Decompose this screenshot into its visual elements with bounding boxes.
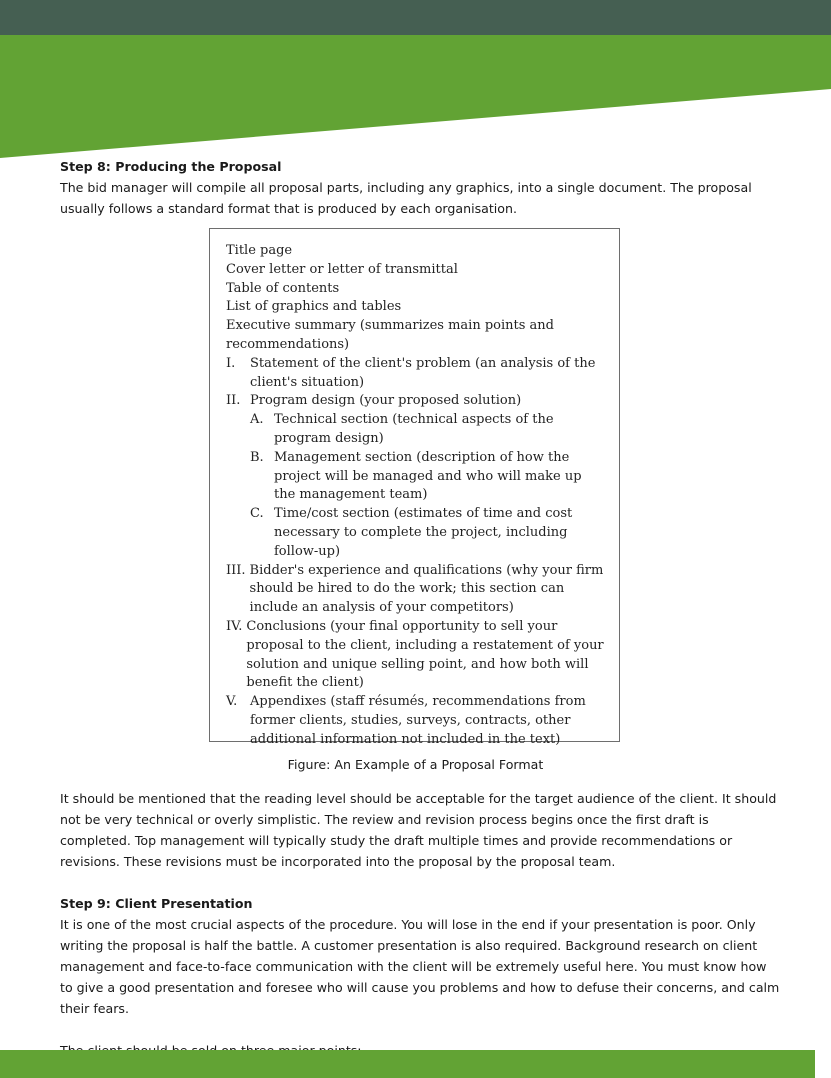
figure-section-4 (226, 618, 605, 693)
section-number: I. (226, 355, 236, 371)
figure-item-title-page: Title page (226, 243, 293, 258)
subsection-letter: C. (250, 506, 264, 522)
header-green-wedge (0, 35, 831, 158)
subsection-letter: B. (250, 449, 264, 465)
section-number: V. (226, 694, 238, 710)
header-banner (0, 0, 831, 160)
figure-item-executive-summary: Executive summary (summarizes main points and recommendations) (226, 318, 554, 352)
step8-heading: Step 8: Producing the Proposal (60, 159, 282, 174)
section-number: IV. (226, 618, 243, 634)
figure-subsection-b (226, 449, 605, 505)
spacer (60, 1019, 780, 1040)
footer-bar (0, 1050, 815, 1078)
figure-section-2 (226, 392, 605, 411)
figure-section-3 (226, 562, 605, 618)
section-number: III. (226, 562, 246, 578)
review-and-step9 (60, 788, 780, 1061)
figure-subsection-c (226, 505, 605, 561)
subsection-letter: A. (250, 412, 264, 428)
header-banner-graphic (0, 0, 831, 160)
section-text: Conclusions (your final opportunity to sell your proposal to the client, including a restatement of your solution and unique selling point, and how both will benefit the client) (246, 618, 604, 691)
figure-subsection-a (226, 411, 605, 449)
figure-section-1 (226, 355, 605, 393)
figure-item-toc: Table of contents (226, 280, 340, 296)
subsection-text: Time/cost section (estimates of time and cost necessary to complete the project, including follow-up) (274, 506, 573, 559)
step9-heading: Step 9: Client Presentation (60, 896, 253, 911)
header-dark-strip (0, 0, 831, 36)
step9-paragraph: It is one of the most crucial aspects of the procedure. You will lose in the end if your presentation is poor. Only writing the proposal is half the battle. A customer presentation is also required. Background research on client management and face-to-face communication with the client will be extremely useful here. You must know how to give a good presentation and foresee who will cause you problems and how to defuse their concerns, and calm their fears. (60, 917, 780, 1016)
review-paragraph: It should be mentioned that the reading level should be acceptable for the target audience of the client. It should not be very technical or overly simplistic. The review and revision process begins once the first draft is completed. Top management will typically study the draft multiple times and provide recommendations or revisions. These revisions must be incorporated into the proposal by the proposal team. (60, 791, 777, 869)
figure-item-graphics-list: List of graphics and tables (226, 299, 402, 315)
subsection-text: Technical section (technical aspects of the program design) (274, 412, 554, 446)
spacer (60, 872, 780, 893)
figure-caption: Figure: An Example of a Proposal Format (287, 757, 544, 772)
proposal-format-figure (209, 228, 620, 747)
subsection-text: Management section (description of how the project will be managed and who will make up the management team) (274, 449, 582, 503)
section-text: Statement of the client's problem (an analysis of the client's situation) (250, 355, 596, 390)
figure-section-5 (226, 693, 605, 749)
section-text: Program design (your proposed solution) (250, 393, 522, 409)
step8-section (60, 156, 776, 219)
section-text: Bidder's experience and qualifications (why your firm should be hired to do the work; this section can include an analysis of your competitors) (249, 562, 604, 616)
section-number: II. (226, 393, 241, 409)
section-text: Appendixes (staff résumés, recommendations from former clients, studies, surveys, contracts, other additional information not included in the text) (250, 694, 586, 747)
figure-item-cover-letter: Cover letter or letter of transmittal (226, 261, 458, 277)
step8-intro: The bid manager will compile all proposal parts, including any graphics, into a single document. The proposal usually follows a standard format that is produced by each organisation. (60, 180, 752, 216)
